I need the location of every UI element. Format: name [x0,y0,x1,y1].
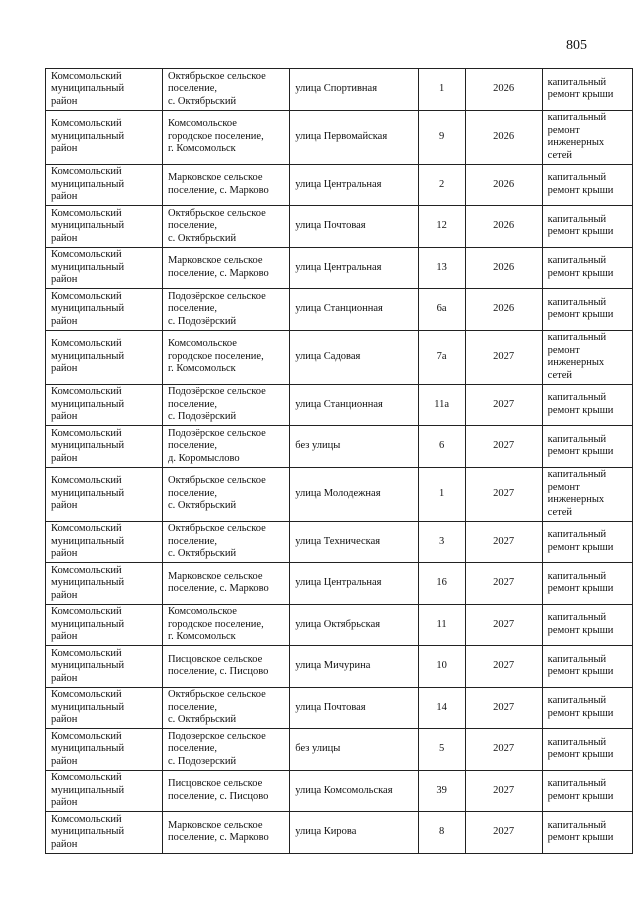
year-cell: 2027 [465,426,542,468]
work-type-cell: капитальный ремонт крыши [542,426,632,468]
page-number: 805 [566,38,587,53]
settlement-cell: Комсомольское городское поселение, г. Комсомольск [162,604,289,646]
house-number-cell: 13 [418,247,465,289]
table-row [46,289,633,331]
year-cell: 2026 [465,69,542,111]
table-row [46,687,633,729]
house-number-cell: 6а [418,289,465,331]
street-cell: улица Комсомольская [290,770,418,812]
district-cell: Комсомольский муниципальный район [46,330,163,384]
table-row [46,770,633,812]
settlement-cell: Подозёрское сельское поселение, с. Подозёрский [162,289,289,331]
settlement-cell: Подозёрское сельское поселение, с. Подозёрский [162,384,289,426]
repair-schedule-table [45,68,633,854]
house-number-cell: 7а [418,330,465,384]
district-cell: Комсомольский муниципальный район [46,69,163,111]
work-type-cell: капитальный ремонт крыши [542,563,632,605]
street-cell: улица Кирова [290,812,418,854]
table-row [46,812,633,854]
table-row [46,729,633,771]
work-type-cell: капитальный ремонт крыши [542,687,632,729]
district-cell: Комсомольский муниципальный район [46,384,163,426]
year-cell: 2026 [465,110,542,164]
work-type-cell: капитальный ремонт крыши [542,206,632,248]
house-number-cell: 14 [418,687,465,729]
year-cell: 2027 [465,563,542,605]
work-type-cell: капитальный ремонт инженерных сетей [542,110,632,164]
settlement-cell: Октябрьское сельское поселение, с. Октябрьский [162,69,289,111]
settlement-cell: Писцовское сельское поселение, с. Писцово [162,646,289,688]
year-cell: 2027 [465,467,542,521]
work-type-cell: капитальный ремонт крыши [542,646,632,688]
street-cell: улица Почтовая [290,687,418,729]
street-cell: улица Центральная [290,164,418,206]
district-cell: Комсомольский муниципальный район [46,521,163,563]
table-row [46,426,633,468]
district-cell: Комсомольский муниципальный район [46,729,163,771]
street-cell: без улицы [290,426,418,468]
table-row [46,164,633,206]
district-cell: Комсомольский муниципальный район [46,604,163,646]
year-cell: 2027 [465,330,542,384]
street-cell: улица Мичурина [290,646,418,688]
street-cell: улица Станционная [290,384,418,426]
work-type-cell: капитальный ремонт крыши [542,384,632,426]
street-cell: улица Первомайская [290,110,418,164]
district-cell: Комсомольский муниципальный район [46,110,163,164]
work-type-cell: капитальный ремонт инженерных сетей [542,467,632,521]
year-cell: 2026 [465,247,542,289]
street-cell: улица Станционная [290,289,418,331]
district-cell: Комсомольский муниципальный район [46,563,163,605]
house-number-cell: 8 [418,812,465,854]
year-cell: 2026 [465,289,542,331]
year-cell: 2027 [465,604,542,646]
district-cell: Комсомольский муниципальный район [46,247,163,289]
table-body [46,69,633,854]
street-cell: улица Молодежная [290,467,418,521]
settlement-cell: Подозерское сельское поселение, с. Подозерский [162,729,289,771]
work-type-cell: капитальный ремонт крыши [542,770,632,812]
house-number-cell: 10 [418,646,465,688]
district-cell: Комсомольский муниципальный район [46,770,163,812]
district-cell: Комсомольский муниципальный район [46,289,163,331]
street-cell: улица Почтовая [290,206,418,248]
house-number-cell: 1 [418,69,465,111]
table-row [46,247,633,289]
year-cell: 2027 [465,812,542,854]
settlement-cell: Октябрьское сельское поселение, с. Октябрьский [162,521,289,563]
table-row [46,467,633,521]
settlement-cell: Комсомольское городское поселение, г. Комсомольск [162,110,289,164]
house-number-cell: 11 [418,604,465,646]
table-row [46,110,633,164]
table-row [46,563,633,605]
year-cell: 2026 [465,164,542,206]
settlement-cell: Марковское сельское поселение, с. Марково [162,164,289,206]
work-type-cell: капитальный ремонт крыши [542,69,632,111]
work-type-cell: капитальный ремонт крыши [542,289,632,331]
street-cell: улица Спортивная [290,69,418,111]
work-type-cell: капитальный ремонт крыши [542,247,632,289]
table-row [46,604,633,646]
street-cell: улица Центральная [290,247,418,289]
street-cell: без улицы [290,729,418,771]
house-number-cell: 6 [418,426,465,468]
table-row [46,69,633,111]
work-type-cell: капитальный ремонт крыши [542,521,632,563]
settlement-cell: Писцовское сельское поселение, с. Писцово [162,770,289,812]
street-cell: улица Октябрьская [290,604,418,646]
table-row [46,646,633,688]
year-cell: 2026 [465,206,542,248]
settlement-cell: Октябрьское сельское поселение, с. Октябрьский [162,206,289,248]
district-cell: Комсомольский муниципальный район [46,467,163,521]
year-cell: 2027 [465,770,542,812]
street-cell: улица Садовая [290,330,418,384]
work-type-cell: капитальный ремонт крыши [542,812,632,854]
house-number-cell: 9 [418,110,465,164]
district-cell: Комсомольский муниципальный район [46,812,163,854]
house-number-cell: 2 [418,164,465,206]
work-type-cell: капитальный ремонт крыши [542,604,632,646]
work-type-cell: капитальный ремонт инженерных сетей [542,330,632,384]
table-row [46,521,633,563]
settlement-cell: Октябрьское сельское поселение, с. Октябрьский [162,687,289,729]
work-type-cell: капитальный ремонт крыши [542,164,632,206]
table-row [46,384,633,426]
year-cell: 2027 [465,521,542,563]
settlement-cell: Подозёрское сельское поселение, д. Коромыслово [162,426,289,468]
year-cell: 2027 [465,384,542,426]
settlement-cell: Марковское сельское поселение, с. Марково [162,812,289,854]
house-number-cell: 39 [418,770,465,812]
district-cell: Комсомольский муниципальный район [46,646,163,688]
house-number-cell: 1 [418,467,465,521]
settlement-cell: Марковское сельское поселение, с. Марково [162,563,289,605]
year-cell: 2027 [465,729,542,771]
work-type-cell: капитальный ремонт крыши [542,729,632,771]
year-cell: 2027 [465,687,542,729]
house-number-cell: 16 [418,563,465,605]
settlement-cell: Комсомольское городское поселение, г. Комсомольск [162,330,289,384]
table-row [46,330,633,384]
street-cell: улица Центральная [290,563,418,605]
house-number-cell: 3 [418,521,465,563]
settlement-cell: Октябрьское сельское поселение, с. Октябрьский [162,467,289,521]
district-cell: Комсомольский муниципальный район [46,687,163,729]
house-number-cell: 11а [418,384,465,426]
street-cell: улица Техническая [290,521,418,563]
house-number-cell: 12 [418,206,465,248]
settlement-cell: Марковское сельское поселение, с. Марково [162,247,289,289]
year-cell: 2027 [465,646,542,688]
district-cell: Комсомольский муниципальный район [46,426,163,468]
district-cell: Комсомольский муниципальный район [46,206,163,248]
table-row [46,206,633,248]
house-number-cell: 5 [418,729,465,771]
district-cell: Комсомольский муниципальный район [46,164,163,206]
